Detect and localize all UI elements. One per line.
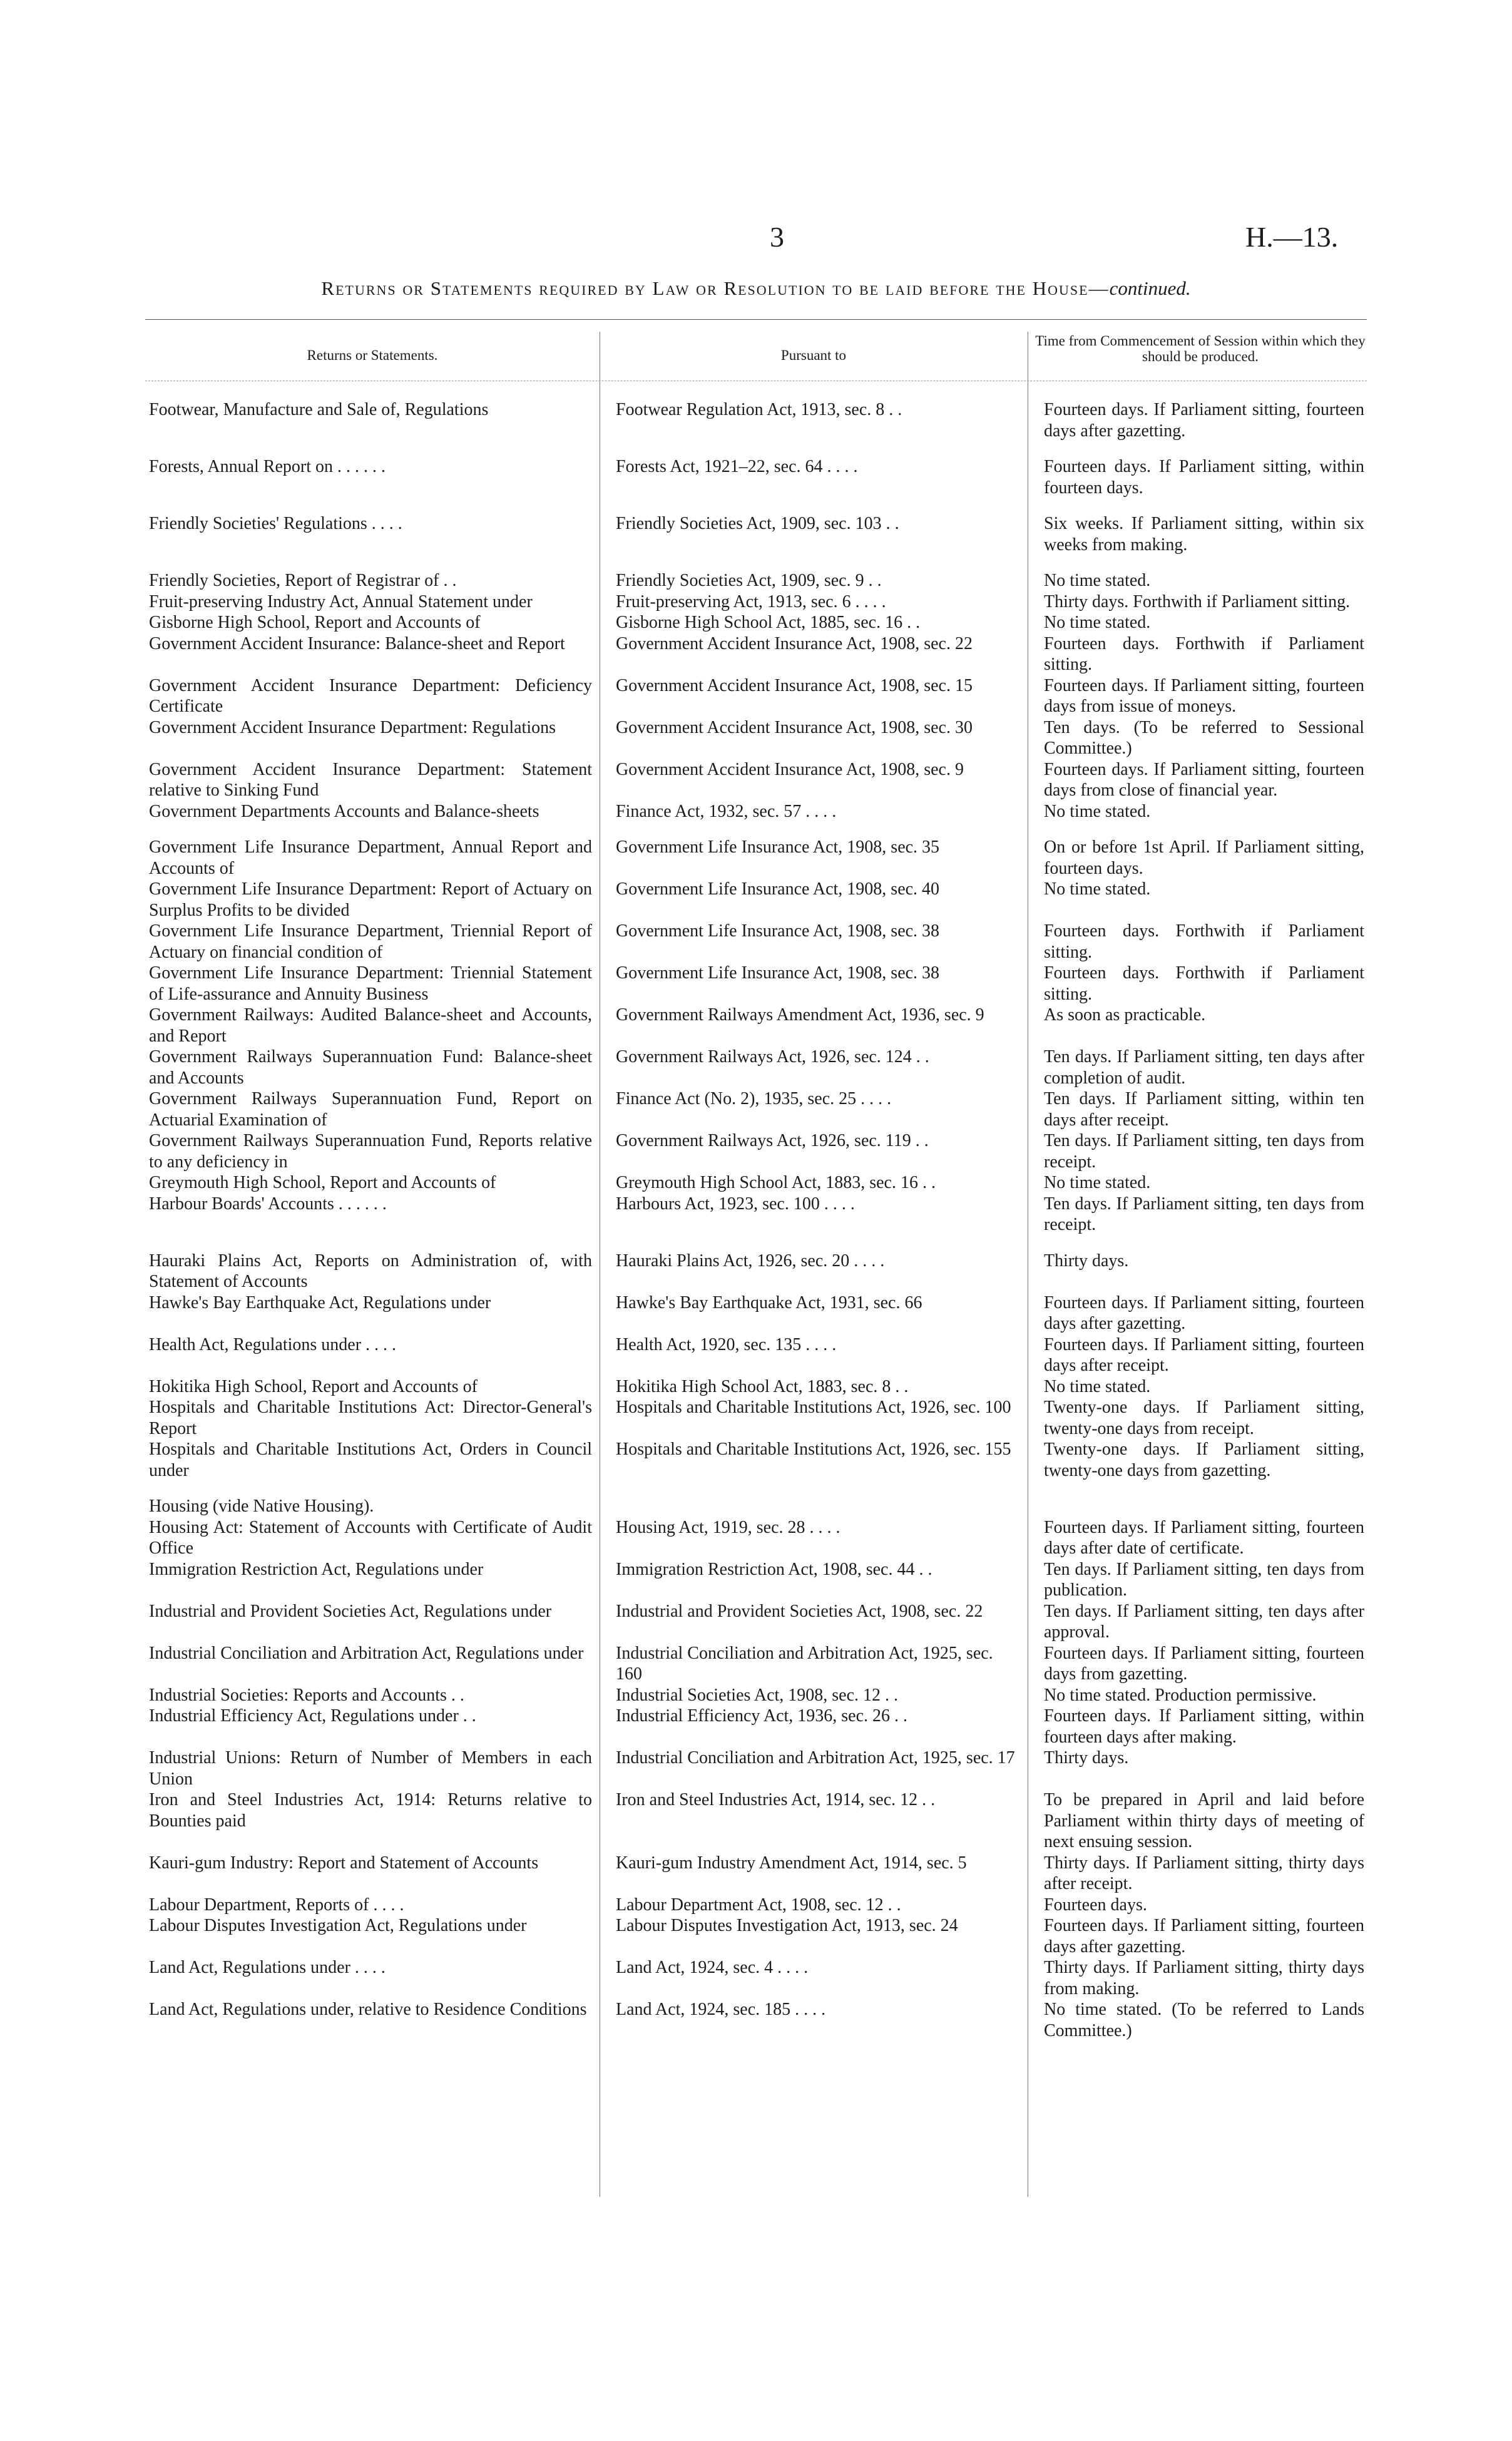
pursuant-cell: Fruit-preserving Act, 1913, sec. 6 . . . . — [616, 591, 886, 612]
time-cell: Fourteen days. Forthwith if Parliament sitting. — [1044, 921, 1364, 962]
table-row — [145, 1915, 1367, 1957]
pursuant-cell: Government Accident Insurance Act, 1908, sec. 9 — [616, 759, 964, 779]
time-cell: Thirty days. If Parliament sitting, thirty days from making. — [1044, 1958, 1364, 1998]
pursuant-cell: Hawke's Bay Earthquake Act, 1931, sec. 66 — [616, 1292, 922, 1313]
return-cell: Government Life Insurance Department, Annual Report and Accounts of — [149, 837, 592, 878]
time-cell: Ten days. If Parliament sitting, ten days from receipt. — [1044, 1194, 1364, 1234]
time-cell: As soon as practicable. — [1044, 1005, 1206, 1025]
column-header-returns: Returns or Statements. — [307, 347, 438, 363]
pursuant-cell: Harbours Act, 1923, sec. 100 . . . . — [616, 1194, 855, 1214]
pursuant-cell: Friendly Societies Act, 1909, sec. 103 . . — [616, 514, 899, 533]
pursuant-cell: Government Accident Insurance Act, 1908, sec. 22 — [616, 633, 973, 653]
time-cell: Fourteen days. If Parliament sitting, fourteen days after gazetting. — [1044, 1916, 1364, 1957]
return-cell: Government Railways Superannuation Fund, Report on Actuarial Examination of — [149, 1089, 592, 1130]
pursuant-cell: Government Life Insurance Act, 1908, sec. 38 — [616, 963, 940, 983]
table-row — [145, 1706, 1367, 1748]
time-cell: No time stated. — [1044, 879, 1151, 899]
pursuant-cell: Government Life Insurance Act, 1908, sec. 38 — [616, 921, 940, 941]
pursuant-cell: Greymouth High School Act, 1883, sec. 16 . . — [616, 1173, 936, 1192]
table-row — [145, 570, 1367, 591]
table-row — [145, 1999, 1367, 2041]
pursuant-cell: Government Life Insurance Act, 1908, sec. 35 — [616, 837, 940, 857]
pursuant-cell: Hauraki Plains Act, 1926, sec. 20 . . . . — [616, 1251, 885, 1271]
table-row — [145, 1194, 1367, 1236]
pursuant-cell: Government Accident Insurance Act, 1908, sec. 30 — [616, 717, 973, 737]
table-row — [145, 1047, 1367, 1088]
pursuant-cell: Kauri-gum Industry Amendment Act, 1914, sec. 5 — [616, 1853, 967, 1873]
return-cell: Hospitals and Charitable Institutions Act, Orders in Council under — [149, 1440, 592, 1480]
pursuant-cell: Gisborne High School Act, 1885, sec. 16 . . — [616, 613, 921, 632]
table-row — [145, 1397, 1367, 1439]
return-cell: Government Life Insurance Department: Report of Actuary on Surplus Profits to be divided — [149, 879, 592, 920]
return-cell: Footwear, Manufacture and Sale of, Regulations — [149, 400, 489, 419]
time-cell: Twenty-one days. If Parliament sitting, twenty-one days from receipt. — [1044, 1398, 1364, 1438]
return-cell: Housing Act: Statement of Accounts with Certificate of Audit Office — [149, 1517, 592, 1558]
time-cell: Ten days. If Parliament sitting, ten days after completion of audit. — [1044, 1047, 1364, 1088]
page-title-continued: continued. — [1109, 277, 1191, 299]
return-cell: Housing (vide Native Housing). — [149, 1497, 374, 1516]
return-cell: Government Railways Superannuation Fund, Reports relative to any deficiency in — [149, 1131, 592, 1172]
time-cell: Fourteen days. If Parliament sitting, within fourteen days. — [1044, 457, 1364, 498]
return-cell: Friendly Societies' Regulations . . . . — [149, 514, 402, 533]
table-row — [145, 1334, 1367, 1376]
pursuant-cell: Health Act, 1920, sec. 135 . . . . — [616, 1334, 837, 1354]
table-row — [145, 1496, 1367, 1517]
page-number: 3 — [770, 221, 784, 253]
pursuant-cell: Finance Act, 1932, sec. 57 . . . . — [616, 801, 837, 821]
time-cell: No time stated. — [1044, 1376, 1151, 1396]
time-cell: Ten days. If Parliament sitting, within ten days after receipt. — [1044, 1089, 1364, 1130]
return-cell: Industrial Conciliation and Arbitration Act, Regulations under — [149, 1643, 584, 1663]
time-cell: No time stated. (To be referred to Lands Committee.) — [1044, 2000, 1364, 2040]
return-cell: Harbour Boards' Accounts . . . . . . — [149, 1194, 387, 1214]
return-cell: Hokitika High School, Report and Accounts of — [149, 1376, 478, 1396]
pursuant-cell: Industrial Societies Act, 1908, sec. 12 . . — [616, 1685, 899, 1705]
time-cell: No time stated. — [1044, 571, 1151, 590]
pursuant-cell: Hospitals and Charitable Institutions Act, 1926, sec. 100 — [616, 1398, 1011, 1417]
time-cell: Thirty days. Forthwith if Parliament sitting. — [1044, 591, 1351, 612]
table-row — [145, 1789, 1367, 1853]
table-row — [145, 633, 1367, 675]
return-cell: Government Accident Insurance Department: Deficiency Certificate — [149, 675, 592, 716]
table-row — [145, 1130, 1367, 1172]
return-cell: Government Departments Accounts and Balance-sheets — [149, 801, 539, 821]
time-cell: Fourteen days. If Parliament sitting, fourteen days from issue of moneys. — [1044, 675, 1364, 716]
time-cell: Six weeks. If Parliament sitting, within six weeks from making. — [1044, 514, 1364, 555]
column-header-pursuant: Pursuant to — [780, 347, 847, 363]
table-row — [145, 513, 1367, 555]
pursuant-cell: Industrial and Provident Societies Act, 1908, sec. 22 — [616, 1601, 983, 1621]
pursuant-cell: Immigration Restriction Act, 1908, sec. 44 . . — [616, 1559, 932, 1579]
return-cell: Kauri-gum Industry: Report and Statement of Accounts — [149, 1853, 539, 1873]
table-row — [145, 1685, 1367, 1706]
time-cell: Fourteen days. Forthwith if Parliament sitting. — [1044, 963, 1364, 1004]
return-cell: Immigration Restriction Act, Regulations under — [149, 1559, 484, 1579]
return-cell: Gisborne High School, Report and Accounts of — [149, 613, 481, 632]
return-cell: Government Accident Insurance: Balance-sheet and Report — [149, 633, 565, 653]
table-row — [145, 675, 1367, 717]
time-cell: Thirty days. — [1044, 1748, 1129, 1768]
table-row — [145, 879, 1367, 921]
table-row — [145, 612, 1367, 633]
table-row — [145, 1895, 1367, 1916]
table-row — [145, 759, 1367, 801]
table-row — [145, 921, 1367, 963]
table-row — [145, 1559, 1367, 1601]
document-code: H.—13. — [1245, 221, 1339, 253]
time-cell: No time stated. — [1044, 801, 1151, 821]
pursuant-cell: Government Railways Act, 1926, sec. 119 . . — [616, 1131, 929, 1150]
return-cell: Industrial Unions: Return of Number of Members in each Union — [149, 1748, 592, 1789]
return-cell: Government Railways: Audited Balance-sheet and Accounts, and Report — [149, 1005, 592, 1046]
table-row — [145, 801, 1367, 822]
pursuant-cell: Land Act, 1924, sec. 185 . . . . — [616, 2000, 826, 2019]
table-row — [145, 837, 1367, 879]
pursuant-cell: Footwear Regulation Act, 1913, sec. 8 . . — [616, 400, 902, 419]
return-cell: Government Accident Insurance Department: Statement relative to Sinking Fund — [149, 759, 592, 800]
time-cell: No time stated. Production permissive. — [1044, 1685, 1317, 1705]
pursuant-cell: Hospitals and Charitable Institutions Act, 1926, sec. 155 — [616, 1440, 1011, 1459]
time-cell: Ten days. If Parliament sitting, ten days from publication. — [1044, 1559, 1364, 1600]
pursuant-cell: Iron and Steel Industries Act, 1914, sec. 12 . . — [616, 1790, 936, 1809]
pursuant-cell: Industrial Efficiency Act, 1936, sec. 26 . . — [616, 1706, 908, 1726]
table-row — [145, 1643, 1367, 1685]
table-row — [145, 1853, 1367, 1895]
page-title-text: Returns or Statements required by Law or Resolution to be laid before the House— — [321, 277, 1110, 299]
time-cell: Fourteen days. Forthwith if Parliament sitting. — [1044, 633, 1364, 674]
return-cell: Greymouth High School, Report and Accounts of — [149, 1173, 496, 1192]
return-cell: Friendly Societies, Report of Registrar of . . — [149, 571, 457, 590]
time-cell: Fourteen days. If Parliament sitting, within fourteen days after making. — [1044, 1706, 1364, 1747]
time-cell: Ten days. (To be referred to Sessional Committee.) — [1044, 717, 1364, 758]
column-header-time: Time from Commencement of Session within which they should be produced. — [1035, 333, 1366, 364]
time-cell: Fourteen days. If Parliament sitting, fourteen days after receipt. — [1044, 1334, 1364, 1375]
return-cell: Fruit-preserving Industry Act, Annual Statement under — [149, 591, 533, 612]
table-row — [145, 1172, 1367, 1194]
page-title — [0, 277, 1512, 300]
time-cell: On or before 1st April. If Parliament sitting, fourteen days. — [1044, 837, 1364, 878]
pursuant-cell: Hokitika High School Act, 1883, sec. 8 . . — [616, 1376, 909, 1396]
pursuant-cell: Government Railways Amendment Act, 1936, sec. 9 — [616, 1005, 984, 1025]
return-cell: Hawke's Bay Earthquake Act, Regulations under — [149, 1292, 491, 1313]
title-rule — [145, 319, 1367, 320]
table-row — [145, 1748, 1367, 1789]
table-row — [145, 1517, 1367, 1559]
table-row — [145, 963, 1367, 1005]
pursuant-cell: Government Accident Insurance Act, 1908, sec. 15 — [616, 675, 973, 695]
time-cell: Fourteen days. If Parliament sitting, fourteen days from close of financial year. — [1044, 759, 1364, 800]
time-cell: Ten days. If Parliament sitting, ten days from receipt. — [1044, 1131, 1364, 1172]
table-row — [145, 1088, 1367, 1130]
table-row — [145, 1376, 1367, 1398]
return-cell: Government Life Insurance Department, Triennial Report of Actuary on financial condition of — [149, 921, 592, 962]
table-row — [145, 717, 1367, 759]
pursuant-cell: Industrial Conciliation and Arbitration Act, 1925, sec. 17 — [616, 1748, 1015, 1768]
pursuant-cell: Land Act, 1924, sec. 4 . . . . — [616, 1958, 809, 1977]
return-cell: Government Life Insurance Department: Triennial Statement of Life-assurance and Annuity Business — [149, 963, 592, 1004]
time-cell: No time stated. — [1044, 613, 1151, 632]
return-cell: Government Accident Insurance Department: Regulations — [149, 717, 556, 737]
return-cell: Forests, Annual Report on . . . . . . — [149, 457, 386, 476]
pursuant-cell: Finance Act (No. 2), 1935, sec. 25 . . . . — [616, 1089, 892, 1108]
time-cell: Fourteen days. If Parliament sitting, fourteen days after gazetting. — [1044, 400, 1364, 441]
pursuant-cell: Housing Act, 1919, sec. 28 . . . . — [616, 1517, 840, 1537]
return-cell: Land Act, Regulations under . . . . — [149, 1958, 386, 1977]
table-row — [145, 1957, 1367, 1999]
return-cell: Government Railways Superannuation Fund: Balance-sheet and Accounts — [149, 1047, 592, 1088]
time-cell: Thirty days. — [1044, 1251, 1129, 1271]
pursuant-cell: Forests Act, 1921–22, sec. 64 . . . . — [616, 457, 858, 476]
table-row — [145, 1292, 1367, 1334]
table-row — [145, 1601, 1367, 1643]
pursuant-cell: Friendly Societies Act, 1909, sec. 9 . . — [616, 571, 882, 590]
time-cell: To be prepared in April and laid before Parliament within thirty days of meeting of next ensuing session. — [1044, 1790, 1364, 1851]
pursuant-cell: Government Life Insurance Act, 1908, sec. 40 — [616, 879, 940, 899]
time-cell: Fourteen days. If Parliament sitting, fourteen days after gazetting. — [1044, 1292, 1364, 1333]
return-cell: Industrial Efficiency Act, Regulations under . . — [149, 1706, 476, 1726]
return-cell: Industrial and Provident Societies Act, Regulations under — [149, 1601, 552, 1621]
returns-table — [145, 399, 1367, 2041]
time-cell: Ten days. If Parliament sitting, ten days after approval. — [1044, 1601, 1364, 1642]
return-cell: Land Act, Regulations under, relative to Residence Conditions — [149, 2000, 587, 2019]
return-cell: Labour Disputes Investigation Act, Regulations under — [149, 1916, 527, 1935]
time-cell: Thirty days. If Parliament sitting, thirty days after receipt. — [1044, 1853, 1364, 1893]
time-cell: Fourteen days. If Parliament sitting, fourteen days after date of certificate. — [1044, 1517, 1364, 1558]
return-cell: Health Act, Regulations under . . . . — [149, 1334, 397, 1354]
table-row — [145, 456, 1367, 498]
pursuant-cell: Labour Department Act, 1908, sec. 12 . . — [616, 1895, 901, 1915]
return-cell: Industrial Societies: Reports and Accounts . . — [149, 1685, 464, 1705]
table-row — [145, 1005, 1367, 1047]
time-cell: Fourteen days. If Parliament sitting, fourteen days from gazetting. — [1044, 1643, 1364, 1684]
pursuant-cell: Labour Disputes Investigation Act, 1913, sec. 24 — [616, 1916, 958, 1935]
table-row — [145, 591, 1367, 613]
time-cell: Fourteen days. — [1044, 1895, 1147, 1915]
table-row — [145, 399, 1367, 441]
time-cell: No time stated. — [1044, 1173, 1151, 1192]
return-cell: Hauraki Plains Act, Reports on Administration of, with Statement of Accounts — [149, 1251, 592, 1291]
return-cell: Hospitals and Charitable Institutions Act: Director-General's Report — [149, 1398, 592, 1438]
return-cell: Iron and Steel Industries Act, 1914: Returns relative to Bounties paid — [149, 1790, 592, 1831]
table-row — [145, 1439, 1367, 1481]
table-row — [145, 1251, 1367, 1292]
pursuant-cell: Industrial Conciliation and Arbitration Act, 1925, sec. 160 — [616, 1643, 993, 1684]
time-cell: Twenty-one days. If Parliament sitting, twenty-one days from gazetting. — [1044, 1440, 1364, 1480]
pursuant-cell: Government Railways Act, 1926, sec. 124 . . — [616, 1047, 929, 1067]
return-cell: Labour Department, Reports of . . . . — [149, 1895, 404, 1915]
